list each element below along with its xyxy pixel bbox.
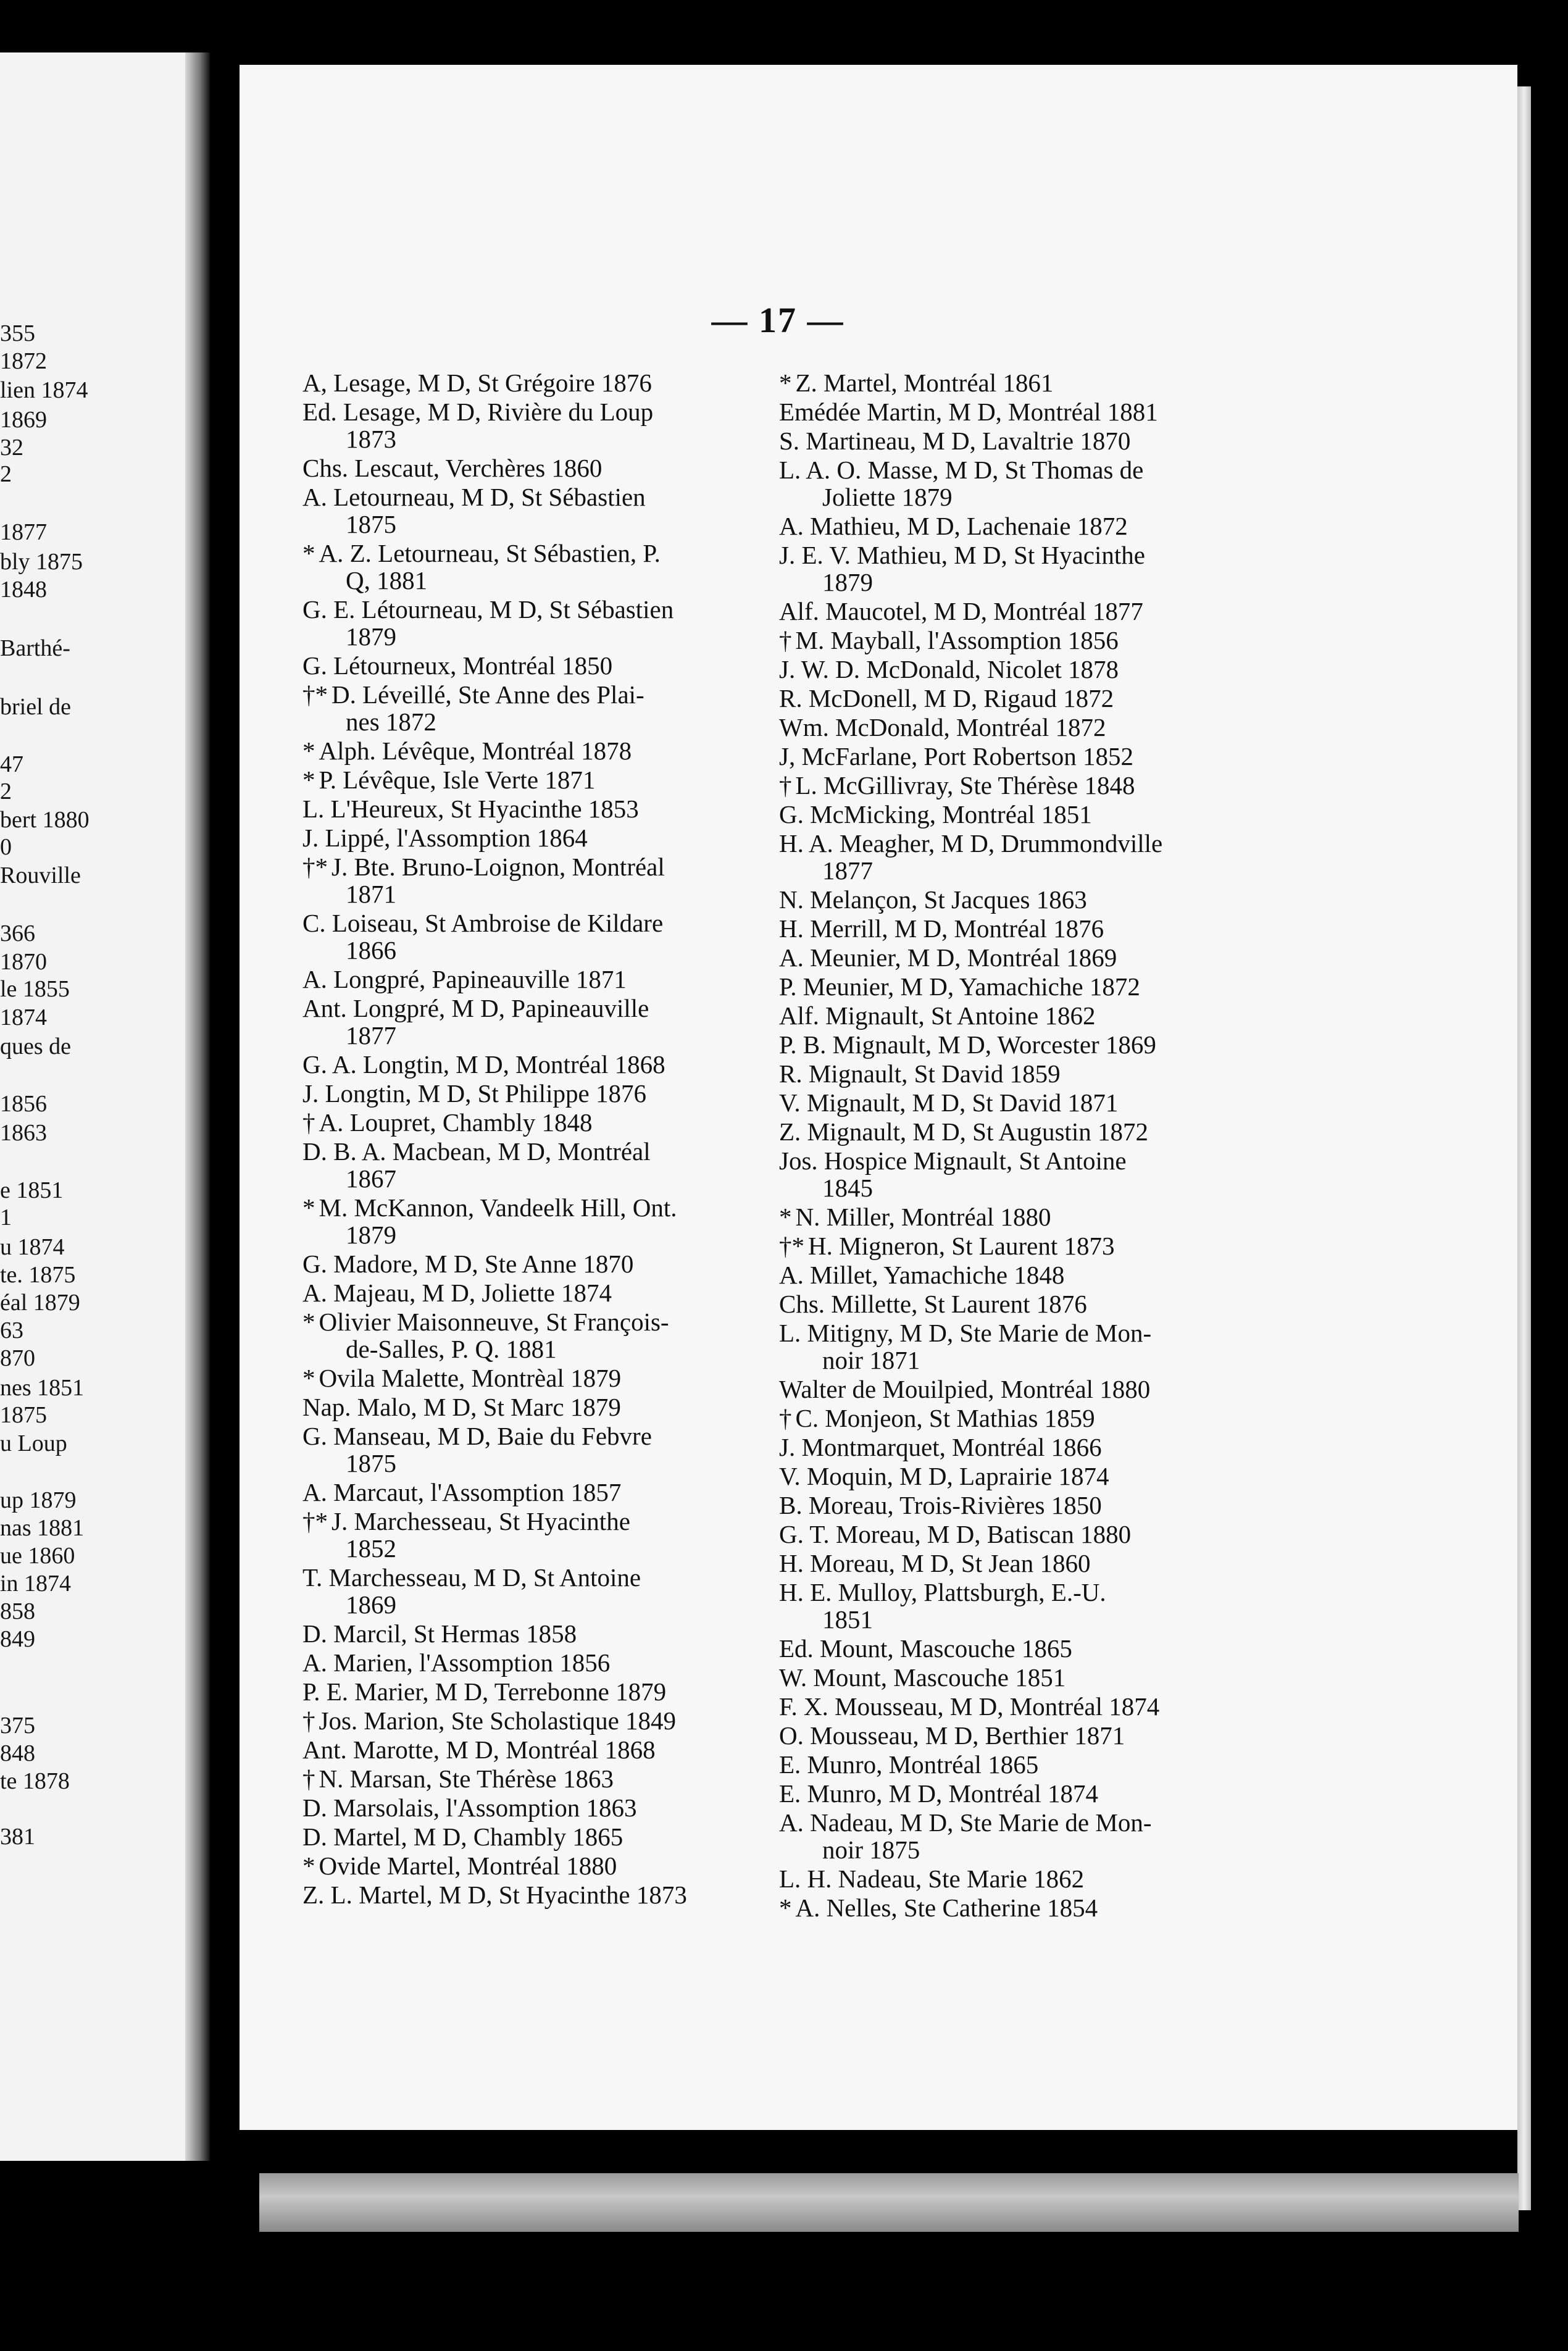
directory-entry bbox=[302, 1250, 756, 1277]
entry-text: P. Meunier, M D, Yamachiche 1872 bbox=[779, 972, 1140, 1001]
entry-text: Ovide Martel, Montréal 1880 bbox=[319, 1852, 617, 1880]
entry-text: Jos. Marion, Ste Scholastique 1849 bbox=[319, 1706, 677, 1735]
entry-mark: * bbox=[302, 1193, 315, 1222]
entry-text: C. Monjeon, St Mathias 1859 bbox=[795, 1404, 1095, 1432]
facing-page-text: in 1874 bbox=[0, 1571, 72, 1597]
directory-entry bbox=[302, 1881, 756, 1908]
entry-mark: †* bbox=[779, 1232, 804, 1260]
entry-text: V. Moquin, M D, Laprairie 1874 bbox=[779, 1462, 1109, 1490]
directory-column-right bbox=[779, 369, 1227, 1923]
directory-entry bbox=[302, 596, 756, 650]
facing-page-text: 1869 bbox=[0, 407, 47, 433]
entry-continuation: 1875 bbox=[346, 1449, 396, 1477]
directory-entry bbox=[302, 824, 756, 851]
entry-text: J, McFarlane, Port Robertson 1852 bbox=[779, 742, 1133, 770]
facing-page-text: 1872 bbox=[0, 348, 47, 374]
facing-page-text: 2 bbox=[0, 779, 12, 804]
entry-text: Walter de Mouilpied, Montréal 1880 bbox=[779, 1375, 1151, 1403]
entry-continuation: 1869 bbox=[346, 1590, 396, 1619]
entry-text: N. Miller, Montréal 1880 bbox=[795, 1203, 1051, 1231]
entry-text: H. E. Mulloy, Plattsburgh, E.-U. bbox=[779, 1578, 1106, 1606]
directory-entry bbox=[302, 853, 756, 908]
facing-page-text: 848 bbox=[0, 1740, 35, 1766]
entry-text: B. Moreau, Trois-Rivières 1850 bbox=[779, 1491, 1102, 1519]
entry-text: F. X. Mousseau, M D, Montréal 1874 bbox=[779, 1692, 1160, 1721]
directory-entry bbox=[302, 1508, 756, 1562]
directory-entry bbox=[779, 743, 1227, 770]
facing-page-text: 47 bbox=[0, 751, 23, 777]
entry-text: G. E. Létourneau, M D, St Sébastien bbox=[302, 595, 674, 624]
directory-entry bbox=[779, 598, 1227, 625]
entry-mark: * bbox=[302, 737, 315, 765]
entry-text: Z. Mignault, M D, St Augustin 1872 bbox=[779, 1117, 1148, 1146]
entry-text: L. Mitigny, M D, Ste Marie de Mon- bbox=[779, 1319, 1152, 1347]
directory-entry bbox=[302, 1852, 756, 1879]
directory-entry bbox=[302, 1364, 756, 1392]
entry-text: M. Mayball, l'Assomption 1856 bbox=[795, 626, 1119, 654]
entry-text: A. Z. Letourneau, St Sébastien, P. bbox=[319, 539, 661, 567]
directory-entry bbox=[302, 1393, 756, 1421]
directory-entry bbox=[779, 1376, 1227, 1403]
directory-entry bbox=[779, 1031, 1227, 1058]
entry-continuation: 1879 bbox=[346, 622, 396, 651]
entry-text: A. Marcaut, l'Assomption 1857 bbox=[302, 1478, 622, 1506]
entry-mark: † bbox=[779, 771, 792, 800]
facing-page-text: nes 1851 bbox=[0, 1375, 85, 1401]
entry-text: Wm. McDonald, Montréal 1872 bbox=[779, 713, 1106, 741]
entry-text: J. Lippé, l'Assomption 1864 bbox=[302, 824, 588, 852]
entry-continuation: 1873 bbox=[346, 425, 396, 453]
directory-entry bbox=[779, 1118, 1227, 1145]
facing-page-text: 375 bbox=[0, 1713, 35, 1739]
directory-entry bbox=[779, 456, 1227, 511]
directory-entry bbox=[779, 1550, 1227, 1577]
entry-text: V. Mignault, M D, St David 1871 bbox=[779, 1088, 1119, 1117]
entry-text: R. McDonell, M D, Rigaud 1872 bbox=[779, 684, 1114, 712]
directory-entry bbox=[779, 1492, 1227, 1519]
directory-entry bbox=[779, 772, 1227, 799]
facing-page-text: bert 1880 bbox=[0, 807, 90, 833]
directory-entry bbox=[779, 1319, 1227, 1374]
entry-text: P. B. Mignault, M D, Worcester 1869 bbox=[779, 1030, 1156, 1059]
directory-entry bbox=[779, 1780, 1227, 1807]
entry-text: Chs. Millette, St Laurent 1876 bbox=[779, 1290, 1087, 1318]
entry-continuation: 1877 bbox=[346, 1021, 396, 1050]
entry-text: G. Létourneux, Montréal 1850 bbox=[302, 651, 613, 680]
directory-entry bbox=[302, 1109, 756, 1136]
facing-page-text: éal 1879 bbox=[0, 1290, 80, 1316]
directory-entry bbox=[779, 1089, 1227, 1116]
entry-text: A. Mathieu, M D, Lachenaie 1872 bbox=[779, 512, 1128, 540]
directory-entry bbox=[302, 1765, 756, 1792]
entry-text: G. Manseau, M D, Baie du Febvre bbox=[302, 1422, 652, 1450]
entry-mark: † bbox=[302, 1764, 315, 1793]
entry-text: Olivier Maisonneuve, St François- bbox=[319, 1308, 669, 1336]
entry-text: Nap. Malo, M D, St Marc 1879 bbox=[302, 1393, 621, 1421]
entry-text: J. Marchesseau, St Hyacinthe bbox=[332, 1507, 630, 1535]
entry-mark: †* bbox=[302, 853, 328, 881]
entry-text: J. Longtin, M D, St Philippe 1876 bbox=[302, 1079, 646, 1108]
entry-text: E. Munro, M D, Montréal 1874 bbox=[779, 1779, 1099, 1808]
directory-entry bbox=[302, 909, 756, 964]
directory-entry bbox=[779, 541, 1227, 596]
directory-entry bbox=[302, 454, 756, 482]
entry-text: J. E. V. Mathieu, M D, St Hyacinthe bbox=[779, 541, 1145, 569]
entry-text: O. Mousseau, M D, Berthier 1871 bbox=[779, 1721, 1125, 1750]
entry-mark: * bbox=[779, 1203, 792, 1231]
entry-text: N. Marsan, Ste Thérèse 1863 bbox=[319, 1764, 614, 1793]
directory-entry bbox=[302, 1138, 756, 1192]
entry-text: C. Loiseau, St Ambroise de Kildare bbox=[302, 909, 664, 937]
entry-text: Ed. Lesage, M D, Rivière du Loup bbox=[302, 398, 654, 426]
facing-page-text: 849 bbox=[0, 1626, 35, 1652]
directory-entry bbox=[779, 656, 1227, 683]
entry-continuation: Q, 1881 bbox=[346, 566, 428, 595]
facing-page-text: 63 bbox=[0, 1317, 23, 1343]
entry-text: A. Nadeau, M D, Ste Marie de Mon- bbox=[779, 1808, 1152, 1837]
facing-page-text: 1863 bbox=[0, 1120, 47, 1146]
facing-page-text: 1856 bbox=[0, 1091, 47, 1117]
entry-text: S. Martineau, M D, Lavaltrie 1870 bbox=[779, 427, 1131, 455]
directory-entry bbox=[302, 766, 756, 793]
entry-text: Ed. Mount, Mascouche 1865 bbox=[779, 1634, 1072, 1663]
entry-continuation: de-Salles, P. Q. 1881 bbox=[346, 1335, 557, 1363]
entry-text: L. A. O. Masse, M D, St Thomas de bbox=[779, 456, 1144, 484]
entry-text: D. Martel, M D, Chambly 1865 bbox=[302, 1823, 623, 1851]
entry-text: T. Marchesseau, M D, St Antoine bbox=[302, 1563, 641, 1592]
directory-entry bbox=[302, 540, 756, 594]
directory-entry bbox=[779, 1463, 1227, 1490]
facing-page-text: 870 bbox=[0, 1345, 35, 1371]
facing-page-text: nas 1881 bbox=[0, 1515, 85, 1541]
directory-entry bbox=[779, 1722, 1227, 1749]
directory-entry bbox=[779, 1664, 1227, 1691]
entry-continuation: 1871 bbox=[346, 880, 396, 908]
facing-page-text: u Loup bbox=[0, 1430, 67, 1456]
directory-entry bbox=[302, 795, 756, 822]
entry-text: P. E. Marier, M D, Terrebonne 1879 bbox=[302, 1677, 667, 1706]
directory-entry bbox=[302, 1823, 756, 1850]
directory-entry bbox=[779, 427, 1227, 454]
entry-mark: * bbox=[302, 1308, 315, 1336]
facing-page-text: 355 bbox=[0, 320, 35, 346]
entry-text: G. McMicking, Montréal 1851 bbox=[779, 800, 1092, 829]
entry-continuation: nes 1872 bbox=[346, 708, 436, 736]
entry-continuation: noir 1875 bbox=[822, 1835, 920, 1864]
directory-entry bbox=[779, 830, 1227, 884]
page-edge bbox=[1517, 86, 1531, 2210]
facing-page-text: Rouville bbox=[0, 862, 81, 888]
directory-entry bbox=[779, 369, 1227, 396]
entry-text: A. Nelles, Ste Catherine 1854 bbox=[795, 1894, 1098, 1922]
facing-page-fragment bbox=[0, 52, 201, 2161]
entry-text: A. Marien, l'Assomption 1856 bbox=[302, 1648, 611, 1677]
facing-page-text: te. 1875 bbox=[0, 1262, 76, 1288]
entry-mark: † bbox=[302, 1108, 315, 1137]
directory-entry bbox=[779, 1809, 1227, 1863]
directory-entry bbox=[779, 1060, 1227, 1087]
directory-entry bbox=[779, 886, 1227, 913]
directory-entry bbox=[779, 685, 1227, 712]
entry-text: A, Lesage, M D, St Grégoire 1876 bbox=[302, 369, 652, 397]
directory-entry bbox=[302, 681, 756, 735]
entry-text: Chs. Lescaut, Verchères 1860 bbox=[302, 454, 603, 482]
directory-entry bbox=[302, 1194, 756, 1248]
directory-entry bbox=[302, 995, 756, 1049]
directory-entry bbox=[779, 1635, 1227, 1662]
directory-entry bbox=[779, 1751, 1227, 1778]
facing-page-text: 1848 bbox=[0, 577, 47, 603]
entry-continuation: 1879 bbox=[346, 1221, 396, 1249]
facing-page-text: 0 bbox=[0, 834, 12, 860]
page-number: — 17 — bbox=[711, 300, 844, 340]
entry-text: Ovila Malette, Montrèal 1879 bbox=[319, 1364, 622, 1392]
directory-entry bbox=[302, 1479, 756, 1506]
directory-entry bbox=[302, 1736, 756, 1763]
entry-mark: * bbox=[779, 1894, 792, 1922]
directory-entry bbox=[779, 398, 1227, 425]
entry-text: A. Letourneau, M D, St Sébastien bbox=[302, 483, 646, 511]
facing-page-text: e 1851 bbox=[0, 1177, 64, 1203]
entry-text: L. H. Nadeau, Ste Marie 1862 bbox=[779, 1865, 1085, 1893]
directory-entry bbox=[302, 1308, 756, 1363]
directory-entry bbox=[302, 398, 756, 453]
entry-continuation: 1851 bbox=[822, 1605, 873, 1634]
facing-page-text: 1875 bbox=[0, 1402, 47, 1428]
entry-continuation: 1866 bbox=[346, 936, 396, 964]
entry-continuation: Joliette 1879 bbox=[822, 483, 953, 511]
entry-mark: † bbox=[779, 626, 792, 654]
directory-entry bbox=[779, 1261, 1227, 1288]
directory-entry bbox=[779, 1434, 1227, 1461]
entry-text: H. Merrill, M D, Montréal 1876 bbox=[779, 914, 1104, 943]
entry-text: W. Mount, Mascouche 1851 bbox=[779, 1663, 1066, 1692]
entry-mark: * bbox=[779, 369, 792, 397]
entry-text: J. Bte. Bruno-Loignon, Montréal bbox=[332, 853, 665, 881]
entry-text: N. Melançon, St Jacques 1863 bbox=[779, 885, 1087, 914]
facing-page-text: ue 1860 bbox=[0, 1543, 75, 1569]
entry-text: A. Longpré, Papineauville 1871 bbox=[302, 965, 627, 993]
directory-entry bbox=[779, 944, 1227, 971]
entry-mark: * bbox=[302, 1852, 315, 1880]
entry-text: L. L'Heureux, St Hyacinthe 1853 bbox=[302, 795, 639, 823]
entry-continuation: noir 1871 bbox=[822, 1346, 920, 1374]
entry-continuation: 1867 bbox=[346, 1164, 396, 1193]
facing-page-text: 1877 bbox=[0, 519, 47, 545]
directory-entry bbox=[779, 1521, 1227, 1548]
directory-entry bbox=[302, 369, 756, 396]
facing-page-text: u 1874 bbox=[0, 1234, 65, 1260]
directory-entry bbox=[302, 737, 756, 764]
facing-page-text: 1 bbox=[0, 1205, 12, 1230]
facing-page-text: ques de bbox=[0, 1034, 72, 1059]
directory-entry bbox=[779, 915, 1227, 942]
facing-page-text: up 1879 bbox=[0, 1487, 77, 1513]
facing-page-text: 2 bbox=[0, 461, 12, 487]
facing-page-text: le 1855 bbox=[0, 976, 70, 1002]
directory-entry bbox=[779, 1405, 1227, 1432]
entry-text: Alf. Maucotel, M D, Montréal 1877 bbox=[779, 597, 1143, 625]
directory-entry bbox=[302, 1080, 756, 1107]
entry-text: A. Meunier, M D, Montréal 1869 bbox=[779, 943, 1117, 972]
entry-continuation: 1877 bbox=[822, 856, 873, 885]
entry-text: P. Lévêque, Isle Verte 1871 bbox=[319, 766, 596, 794]
entry-continuation: 1875 bbox=[346, 510, 396, 538]
entry-text: Ant. Marotte, M D, Montréal 1868 bbox=[302, 1735, 656, 1764]
facing-page-text: Barthé- bbox=[0, 635, 70, 661]
facing-page-text: te 1878 bbox=[0, 1768, 70, 1794]
entry-text: Emédée Martin, M D, Montréal 1881 bbox=[779, 398, 1158, 426]
entry-mark: † bbox=[779, 1404, 792, 1432]
entry-text: D. Marsolais, l'Assomption 1863 bbox=[302, 1794, 637, 1822]
entry-text: J. W. D. McDonald, Nicolet 1878 bbox=[779, 655, 1119, 683]
facing-page-text: 858 bbox=[0, 1598, 35, 1624]
directory-entry bbox=[302, 483, 756, 538]
directory-entry bbox=[302, 1707, 756, 1734]
directory-entry bbox=[779, 1290, 1227, 1317]
directory-entry bbox=[779, 1579, 1227, 1633]
directory-entry bbox=[302, 1422, 756, 1477]
entry-continuation: 1845 bbox=[822, 1174, 873, 1202]
entry-mark: † bbox=[302, 1706, 315, 1735]
entry-text: H. Migneron, St Laurent 1873 bbox=[808, 1232, 1115, 1260]
entry-text: Jos. Hospice Mignault, St Antoine bbox=[779, 1146, 1127, 1175]
facing-page-text: lien 1874 bbox=[0, 377, 88, 403]
directory-entry bbox=[779, 627, 1227, 654]
entry-continuation: 1852 bbox=[346, 1534, 396, 1563]
entry-text: L. McGillivray, Ste Thérèse 1848 bbox=[795, 771, 1135, 800]
entry-mark: * bbox=[302, 766, 315, 794]
entry-text: E. Munro, Montréal 1865 bbox=[779, 1750, 1039, 1779]
directory-entry bbox=[779, 1002, 1227, 1029]
entry-text: D. Marcil, St Hermas 1858 bbox=[302, 1619, 577, 1648]
entry-text: Z. L. Martel, M D, St Hyacinthe 1873 bbox=[302, 1881, 687, 1909]
entry-text: A. Majeau, M D, Joliette 1874 bbox=[302, 1279, 612, 1307]
facing-page-text: 1874 bbox=[0, 1004, 47, 1030]
entry-text: D. B. A. Macbean, M D, Montréal bbox=[302, 1137, 651, 1166]
directory-entry bbox=[302, 966, 756, 993]
directory-entry bbox=[779, 512, 1227, 540]
directory-entry bbox=[779, 1865, 1227, 1892]
entry-text: J. Montmarquet, Montréal 1866 bbox=[779, 1433, 1102, 1461]
directory-column-left bbox=[302, 369, 756, 1910]
entry-text: D. Léveillé, Ste Anne des Plai- bbox=[332, 680, 644, 709]
entry-text: G. Madore, M D, Ste Anne 1870 bbox=[302, 1250, 634, 1278]
entry-mark: †* bbox=[302, 1507, 328, 1535]
entry-text: A. Millet, Yamachiche 1848 bbox=[779, 1261, 1065, 1289]
entry-text: H. A. Meagher, M D, Drummondville bbox=[779, 829, 1163, 858]
directory-entry bbox=[779, 714, 1227, 741]
entry-text: Alph. Lévêque, Montréal 1878 bbox=[319, 737, 632, 765]
directory-entry bbox=[779, 1232, 1227, 1259]
facing-page-text: 381 bbox=[0, 1824, 35, 1850]
directory-entry bbox=[779, 973, 1227, 1000]
directory-entry bbox=[779, 1147, 1227, 1201]
directory-entry bbox=[779, 1203, 1227, 1230]
entry-text: R. Mignault, St David 1859 bbox=[779, 1059, 1061, 1088]
directory-entry bbox=[302, 652, 756, 679]
directory-entry bbox=[302, 1794, 756, 1821]
directory-entry bbox=[302, 1649, 756, 1676]
facing-page-text: briel de bbox=[0, 694, 72, 720]
entry-text: A. Loupret, Chambly 1848 bbox=[319, 1108, 593, 1137]
entry-text: Ant. Longpré, M D, Papineauville bbox=[302, 994, 649, 1022]
facing-page-text: 32 bbox=[0, 435, 23, 461]
directory-entry bbox=[302, 1279, 756, 1306]
directory-entry bbox=[302, 1678, 756, 1705]
entry-mark: * bbox=[302, 1364, 315, 1392]
directory-entry bbox=[779, 1693, 1227, 1720]
directory-entry bbox=[779, 1894, 1227, 1921]
entry-mark: †* bbox=[302, 680, 328, 709]
entry-text: H. Moreau, M D, St Jean 1860 bbox=[779, 1549, 1091, 1577]
directory-entry bbox=[302, 1051, 756, 1078]
page-bottom-shadow bbox=[259, 2173, 1519, 2232]
entry-text: Alf. Mignault, St Antoine 1862 bbox=[779, 1001, 1096, 1030]
facing-page-text: 366 bbox=[0, 921, 35, 946]
facing-page-text: bly 1875 bbox=[0, 549, 83, 575]
entry-mark: * bbox=[302, 539, 315, 567]
facing-page-text: 1870 bbox=[0, 949, 47, 975]
entry-continuation: 1879 bbox=[822, 568, 873, 596]
entry-text: Z. Martel, Montréal 1861 bbox=[795, 369, 1054, 397]
directory-entry bbox=[302, 1564, 756, 1618]
entry-text: G. T. Moreau, M D, Batiscan 1880 bbox=[779, 1520, 1132, 1548]
directory-entry bbox=[779, 801, 1227, 828]
gutter-shadow bbox=[185, 52, 210, 2161]
entry-text: G. A. Longtin, M D, Montréal 1868 bbox=[302, 1050, 665, 1079]
directory-entry bbox=[302, 1620, 756, 1647]
entry-text: M. McKannon, Vandeelk Hill, Ont. bbox=[319, 1193, 677, 1222]
